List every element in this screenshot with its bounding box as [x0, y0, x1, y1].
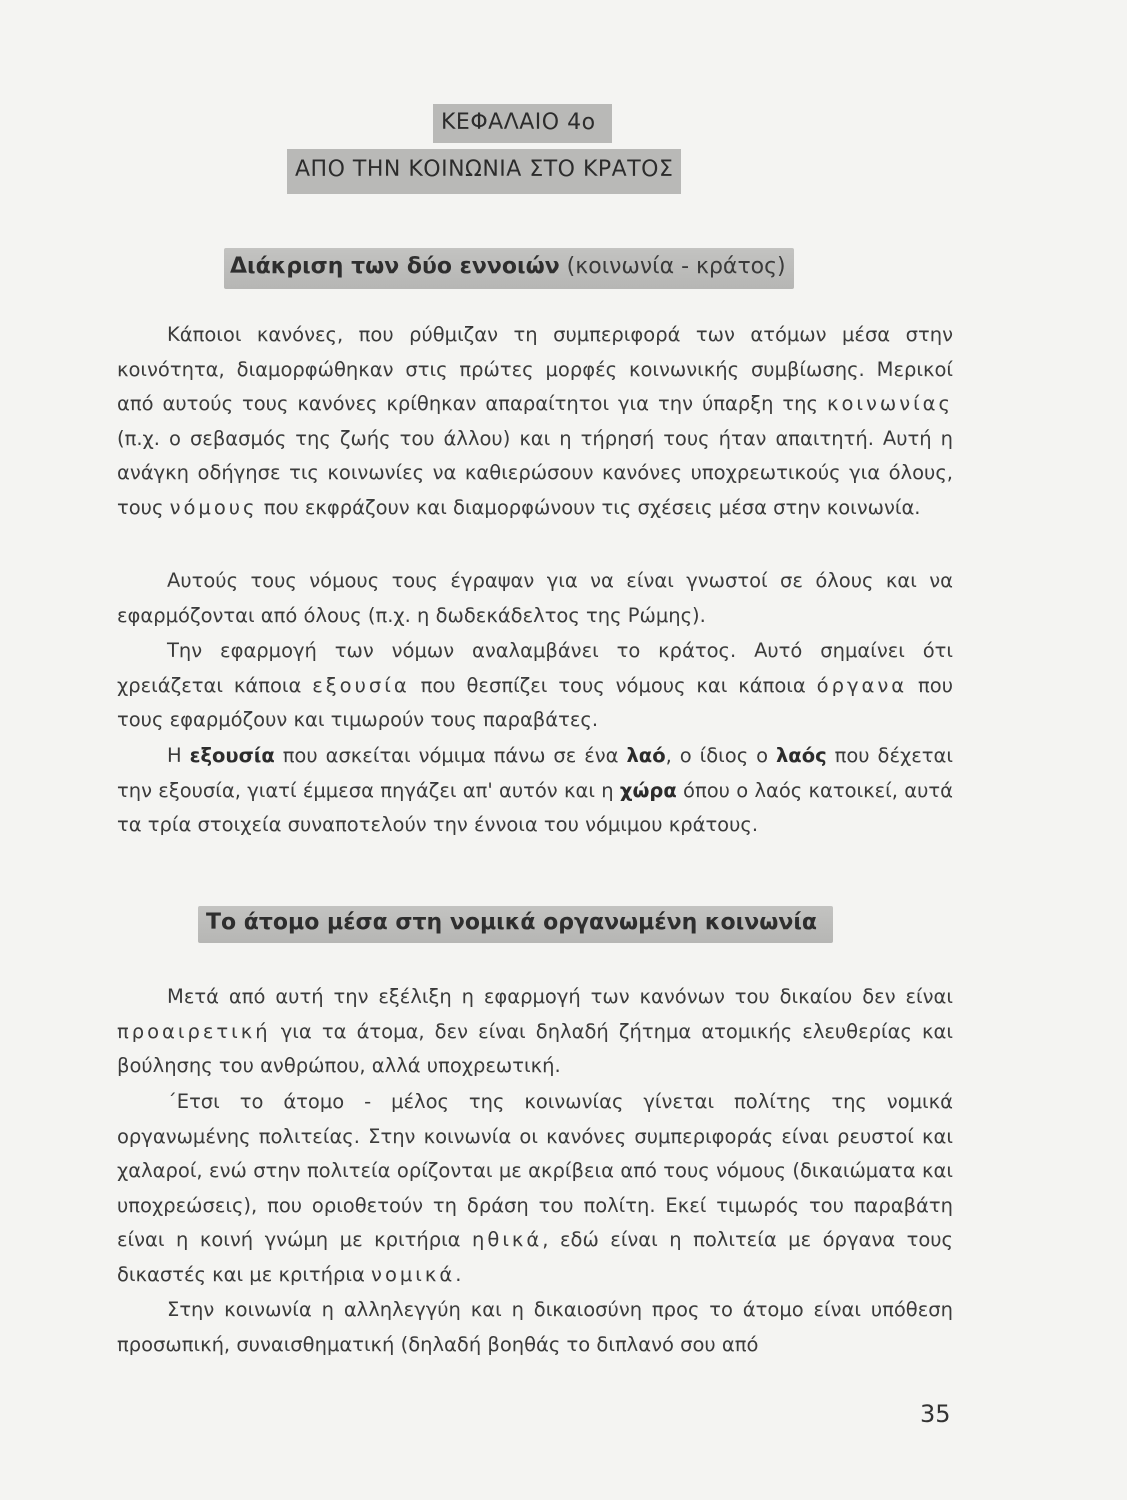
section-heading-subtitle: (κοινωνία - κράτος): [559, 254, 786, 279]
paragraph: Κάποιοι κανόνες, που ρύθμιζαν τη συμπεριφορά των ατόμων μέσα στην κοινότητα, διαμορφώθηκαν στις πρώτες μορφές κοινωνικής συμβίωσης. Μερικοί από αυτούς τους κανόνες κρίθηκαν απαραίτητοι για την ύπαρξη της κοινωνίας (π.χ. ο σεβασμός της ζωής του άλλου) και η τήρησή τους ήταν απαιτητή. Αυτή η ανάγκη οδήγησε τις κοινωνίες να καθιερώσουν κανόνες υποχρεωτικούς για όλους, τους νόμους που εκφράζουν και διαμορφώνουν τις σχέσεις μέσα στην κοινωνία.: [117, 323, 953, 519]
emphasis-bold: λαός: [775, 744, 827, 767]
emphasis-bold: χώρα: [619, 778, 677, 802]
page-number: 35: [920, 1400, 951, 1428]
paragraph: Αυτούς τους νόμους τους έγραψαν για να είναι γνωστοί σε όλους και να εφαρμόζονται από όλους (π.χ. η δωδεκάδελτος της Ρώμης).: [117, 569, 953, 627]
section-heading-distinction: [224, 248, 794, 289]
chapter-label: ΚΕΦΑΛΑΙΟ 4ο: [433, 104, 612, 143]
emphasis-spaced: ηθικά: [472, 1228, 543, 1252]
paragraph: ΄Ετσι το άτομο - μέλος της κοινωνίας γίνεται πολίτης της νομικά οργανωμένης πολιτείας. Στην κοινωνία οι κανόνες συμπεριφοράς είναι ρευστοί και χαλαροί, ενώ στην πολιτεία ορίζονται με ακρίβεια από τους νόμους (δικαιώματα και υποχρεώσεις), που οριοθετούν τη δράση του πολίτη. Εκεί τιμωρός του παραβάτη είναι η κοινή γνώμη με κριτήρια ηθικά, εδώ είναι η πολιτεία με όργανα τους δικαστές και με κριτήρια νομικά.: [117, 1090, 953, 1286]
emphasis-bold: λαό: [626, 744, 666, 767]
section-heading-bold: Διάκριση των δύο εννοιών: [230, 254, 560, 279]
chapter-title: ΑΠΟ ΤΗΝ ΚΟΙΝΩΝΙΑ ΣΤΟ ΚΡΑΤΟΣ: [287, 149, 681, 194]
emphasis-spaced: κοινωνίας: [826, 392, 953, 416]
emphasis-spaced: νομικά: [371, 1262, 456, 1286]
emphasis-spaced: εξουσία: [312, 673, 410, 697]
emphasis-bold: εξουσία: [189, 744, 275, 767]
section-heading-individual: [198, 906, 833, 943]
emphasis-spaced: προαιρετική: [117, 1019, 271, 1043]
emphasis-spaced: όργανα: [816, 673, 908, 697]
paragraph: Η εξουσία που ασκείται νόμιμα πάνω σε ένα λαό, ο ίδιος ο λαός που δέχεται την εξουσία, γιατί έμμεσα πηγάζει απ' αυτόν και η χώρα όπου ο λαός κατοικεί, αυτά τα τρία στοιχεία συναποτελούν την έννοια του νόμιμου κράτους.: [117, 744, 953, 837]
paragraph: Μετά από αυτή την εξέλιξη η εφαρμογή των κανόνων του δικαίου δεν είναι προαιρετική για τα άτομα, δεν είναι δηλαδή ζήτημα ατομικής ελευθερίας και βούλησης του ανθρώπου, αλλά υποχρεωτική.: [117, 985, 953, 1078]
paragraph: Στην κοινωνία η αλληλεγγύη και η δικαιοσύνη προς το άτομο είναι υπόθεση προσωπική, συναισθηματική (δηλαδή βοηθάς το διπλανό σου από: [117, 1298, 953, 1356]
emphasis-spaced: νόμους: [169, 495, 258, 519]
paragraph: Την εφαρμογή των νόμων αναλαμβάνει το κράτος. Αυτό σημαίνει ότι χρειάζεται κάποια εξουσία που θεσπίζει τους νόμους και κάποια όργανα που τους εφαρμόζουν και τιμωρούν τους παραβάτες.: [117, 639, 953, 732]
section-heading-bold: Το άτομο μέσα στη νομικά οργανωμένη κοινωνία: [206, 910, 818, 935]
